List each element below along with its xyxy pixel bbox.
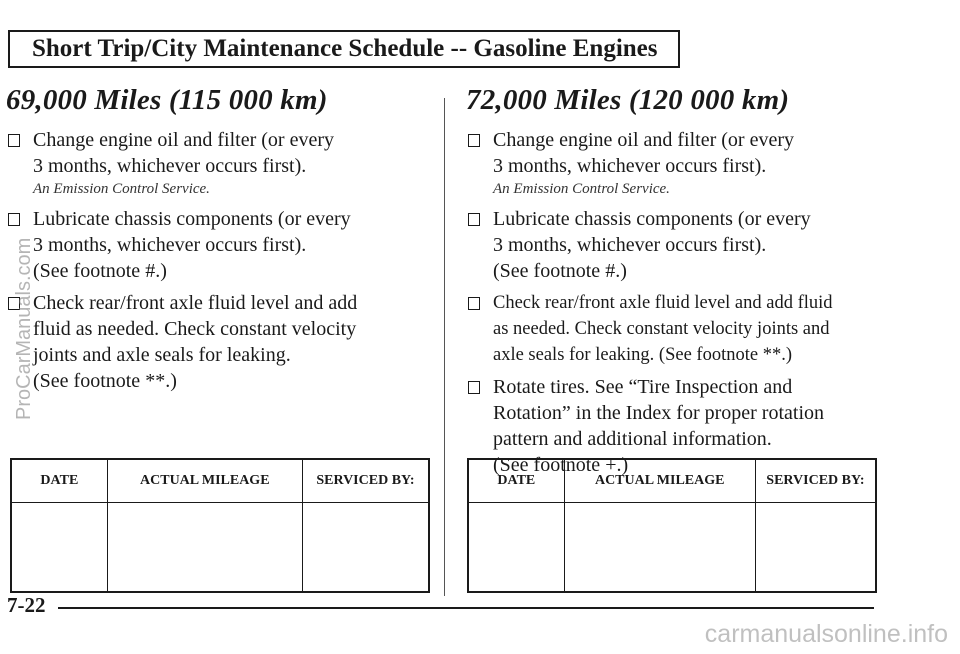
service-log-table-left <box>10 458 430 593</box>
bottom-watermark: carmanualsonline.info <box>704 620 948 648</box>
serviced-by-cell[interactable] <box>755 503 876 593</box>
emission-note: An Emission Control Service. <box>493 181 670 197</box>
item-line: Check rear/front axle fluid level and add fluid <box>493 293 833 313</box>
left-item-axle <box>6 290 431 394</box>
item-line: Rotate tires. See “Tire Inspection and <box>493 376 793 398</box>
item-line: (See footnote **.) <box>33 370 177 392</box>
item-line: fluid as needed. Check constant velocity <box>33 318 357 340</box>
item-line: (See footnote #.) <box>493 260 627 282</box>
item-line: axle seals for leaking. (See footnote **.) <box>493 345 792 365</box>
page-number: 7-22 <box>7 593 46 617</box>
date-cell[interactable] <box>468 503 564 593</box>
mileage-cell[interactable] <box>107 503 302 593</box>
item-line: (See footnote #.) <box>33 260 167 282</box>
item-line: 3 months, whichever occurs first). <box>493 234 767 256</box>
serviced-by-cell[interactable] <box>302 503 429 593</box>
section-title-box <box>8 30 680 68</box>
service-log-table-right <box>467 458 877 593</box>
item-line: (See footnote +.) <box>493 454 629 476</box>
col-header-mileage: ACTUAL MILEAGE <box>564 459 755 503</box>
footer-rule <box>58 607 874 609</box>
item-line: 3 months, whichever occurs first). <box>33 155 307 177</box>
emission-note: An Emission Control Service. <box>33 181 210 197</box>
item-line: as needed. Check constant velocity joints and <box>493 319 830 339</box>
left-column <box>6 84 431 400</box>
section-title: Short Trip/City Maintenance Schedule -- Gasoline Engines <box>32 35 658 62</box>
item-line: Change engine oil and filter (or every <box>33 129 334 151</box>
checkbox-icon[interactable] <box>468 381 480 394</box>
right-item-lubricate <box>466 206 891 284</box>
item-line: Lubricate chassis components (or every <box>33 208 351 230</box>
item-line: Change engine oil and filter (or every <box>493 129 794 151</box>
col-header-serviced-by: SERVICED BY: <box>755 459 876 503</box>
left-item-oil <box>6 127 431 179</box>
col-header-date: DATE <box>468 459 564 503</box>
item-line: Check rear/front axle fluid level and add <box>33 292 358 314</box>
left-item-lubricate <box>6 206 431 284</box>
checkbox-icon[interactable] <box>468 213 480 226</box>
item-line: pattern and additional information. <box>493 428 772 450</box>
item-line: Lubricate chassis components (or every <box>493 208 811 230</box>
checkbox-icon[interactable] <box>468 297 480 310</box>
right-column <box>466 84 891 484</box>
right-mileage-heading: 72,000 Miles (120 000 km) <box>466 84 790 116</box>
item-line: joints and axle seals for leaking. <box>33 344 291 366</box>
left-mileage-heading: 69,000 Miles (115 000 km) <box>6 84 328 116</box>
item-line: Rotation” in the Index for proper rotation <box>493 402 825 424</box>
checkbox-icon[interactable] <box>8 213 20 226</box>
right-item-oil <box>466 127 891 179</box>
checkbox-icon[interactable] <box>8 134 20 147</box>
right-item-axle <box>466 290 891 368</box>
mileage-cell[interactable] <box>564 503 755 593</box>
checkbox-icon[interactable] <box>468 134 480 147</box>
date-cell[interactable] <box>11 503 107 593</box>
side-watermark: ProCarManuals.com <box>13 237 35 420</box>
item-line: 3 months, whichever occurs first). <box>493 155 767 177</box>
item-line: 3 months, whichever occurs first). <box>33 234 307 256</box>
col-header-mileage: ACTUAL MILEAGE <box>107 459 302 503</box>
col-header-date: DATE <box>11 459 107 503</box>
column-divider <box>444 98 445 596</box>
col-header-serviced-by: SERVICED BY: <box>302 459 429 503</box>
